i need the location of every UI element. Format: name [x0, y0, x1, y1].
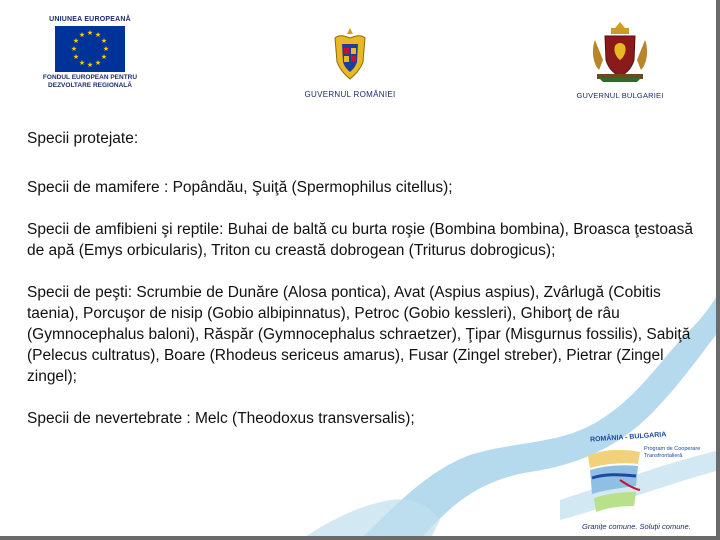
program-title: ROMÂNIA - BULGARIA	[589, 431, 667, 444]
romania-government-logo	[300, 24, 400, 99]
svg-text:★: ★	[86, 61, 94, 69]
invertebrates-paragraph: Specii de nevertebrate : Melc (Theodoxus transversalis);	[27, 410, 415, 427]
svg-text:★: ★	[78, 31, 86, 39]
romania-bulgaria-program-logo	[580, 431, 710, 534]
amphibians-reptiles-paragraph: Specii de amfibieni şi reptile: Buhai de baltă cu burta roşie (Bombina bombina), Broasca ţestoasă de apă (Emys orbicularis), Triton cu creastă dobrogean (Triturus dobrogicus);	[27, 221, 694, 259]
bulgaria-government-logo	[572, 20, 668, 100]
eu-logo-title: UNIUNEA EUROPEANĂ	[49, 16, 131, 23]
svg-text:★: ★	[72, 37, 80, 45]
svg-text:★: ★	[100, 53, 108, 61]
eu-logo-subtitle: FONDUL EUROPEAN PENTRU DEZVOLTARE REGIONALĂ	[42, 74, 138, 89]
mammals-paragraph: Specii de mamifere : Popândău, Şuiţă (Spermophilus citellus);	[27, 179, 453, 196]
svg-text:★: ★	[72, 53, 80, 61]
romania-coat-of-arms-icon	[329, 24, 371, 82]
bulgaria-logo-caption: GUVERNUL BULGARIEI	[576, 91, 664, 100]
eu-logo	[40, 16, 140, 90]
program-slogan: Granițe comune. Soluții comune.	[582, 522, 691, 531]
bulgaria-coat-of-arms-icon	[585, 20, 655, 84]
section-heading: Specii protejate:	[27, 130, 139, 147]
eu-flag-icon	[55, 26, 125, 72]
svg-text:★: ★	[78, 59, 86, 67]
program-subtitle: Program de Cooperare Transfrontalieră	[644, 446, 701, 459]
romania-logo-caption: GUVERNUL ROMÂNIEI	[304, 90, 396, 99]
svg-text:★: ★	[94, 31, 102, 39]
svg-text:★: ★	[94, 59, 102, 67]
svg-text:★: ★	[102, 45, 110, 53]
protected-species-content	[27, 128, 699, 429]
fish-paragraph: Specii de peşti: Scrumbie de Dunăre (Alosa pontica), Avat (Aspius aspius), Zvârlugă (Cobitis taenia), Porcuşor de nisip (Gobio albipinnatus), Petroc (Gobio kessleri), Ghiborţ de râu (Gymnocephalus baloni), Răspăr (Gymnocephalus schraetzer), Ţipar (Misgurnus fossilis), Sabiţă (Pelecus cultratus), Boare (Rhodeus sericeus amarus), Fusar (Zingel streber), Pietrar (Zingel zingel);	[27, 284, 691, 385]
svg-text:★: ★	[70, 45, 78, 53]
svg-text:★: ★	[100, 37, 108, 45]
svg-text:★: ★	[86, 29, 94, 37]
